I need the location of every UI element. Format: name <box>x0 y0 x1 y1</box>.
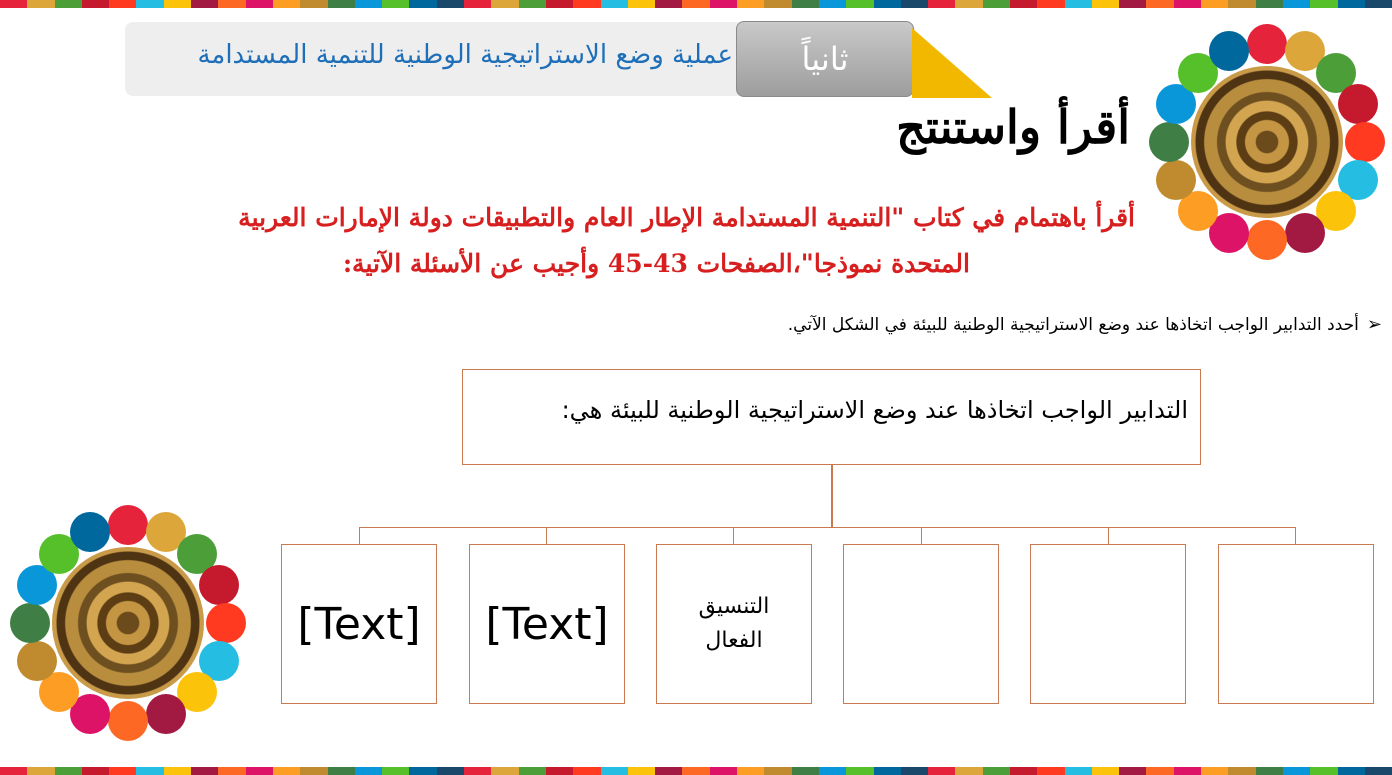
stripe-segment <box>464 767 491 775</box>
instruction-line-1: أقرأ باهتمام في كتاب "التنمية المستدامة الإطار العام والتطبيقات دولة الإمارات العربية <box>238 203 1135 232</box>
stripe-segment <box>491 767 518 775</box>
stripe-segment <box>601 0 628 8</box>
connector-drop <box>359 527 360 544</box>
stripe-segment <box>164 767 191 775</box>
question-text: أحدد التدابير الواجب اتخاذها عند وضع الاستراتيجية الوطنية للبيئة في الشكل الآتي. <box>787 315 1359 335</box>
stripe-segment <box>82 0 109 8</box>
sdg-goal-icon <box>1247 220 1287 260</box>
stripe-segment <box>1228 0 1255 8</box>
stripe-segment <box>136 0 163 8</box>
stripe-segment <box>764 767 791 775</box>
stripe-segment <box>1338 767 1365 775</box>
stripe-segment <box>546 0 573 8</box>
diagram-child-box[interactable] <box>656 544 812 704</box>
bullet-arrow-icon: ➢ <box>1366 314 1382 335</box>
connector-drop <box>1295 527 1296 544</box>
connector-drop <box>1108 527 1109 544</box>
stripe-segment <box>710 767 737 775</box>
child-box-text: [Text] <box>485 598 609 650</box>
stripe-segment <box>764 0 791 8</box>
stripe-segment <box>1365 0 1392 8</box>
top-color-stripe <box>0 0 1392 8</box>
stripe-segment <box>1256 0 1283 8</box>
stripe-segment <box>519 0 546 8</box>
stripe-segment <box>328 0 355 8</box>
stripe-segment <box>55 0 82 8</box>
sdg-wheel-icon <box>1147 22 1387 262</box>
sdg-goal-icon <box>199 565 239 605</box>
stripe-segment <box>628 767 655 775</box>
stripe-segment <box>109 0 136 8</box>
yellow-arrow-icon <box>912 28 992 98</box>
stripe-segment <box>164 0 191 8</box>
stripe-segment <box>955 767 982 775</box>
stripe-segment <box>273 0 300 8</box>
stripe-segment <box>819 767 846 775</box>
stripe-segment <box>218 767 245 775</box>
stripe-segment <box>218 0 245 8</box>
stripe-segment <box>136 767 163 775</box>
diagram-child-box[interactable] <box>281 544 437 704</box>
stripe-segment <box>1174 767 1201 775</box>
sdg-goal-icon <box>17 641 57 681</box>
stripe-segment <box>983 0 1010 8</box>
page-heading: أقرأ واستنتج <box>896 100 1130 154</box>
stripe-segment <box>1256 767 1283 775</box>
stripe-segment <box>1283 0 1310 8</box>
stripe-segment <box>464 0 491 8</box>
stripe-segment <box>355 0 382 8</box>
stripe-segment <box>1037 0 1064 8</box>
section-title: عملية وضع الاستراتيجية الوطنية للتنمية المستدامة <box>197 40 733 70</box>
stripe-segment <box>1201 0 1228 8</box>
stripe-segment <box>1338 0 1365 8</box>
stripe-segment <box>382 0 409 8</box>
diagram-child-box[interactable] <box>843 544 999 704</box>
stripe-segment <box>1037 767 1064 775</box>
stripe-segment <box>1010 767 1037 775</box>
stripe-segment <box>682 0 709 8</box>
stripe-segment <box>1065 767 1092 775</box>
bottom-color-stripe <box>0 767 1392 775</box>
stripe-segment <box>901 767 928 775</box>
question-bullet <box>788 314 1382 335</box>
stripe-segment <box>491 0 518 8</box>
stripe-segment <box>846 0 873 8</box>
stripe-segment <box>273 767 300 775</box>
stripe-segment <box>846 767 873 775</box>
stripe-segment <box>1310 0 1337 8</box>
sdg-wheel-icon <box>5 503 251 743</box>
stripe-segment <box>1092 767 1119 775</box>
stripe-segment <box>874 0 901 8</box>
stripe-segment <box>300 0 327 8</box>
stripe-segment <box>901 0 928 8</box>
stripe-segment <box>437 767 464 775</box>
connector-drop <box>921 527 922 544</box>
stripe-segment <box>1310 767 1337 775</box>
stripe-segment <box>519 767 546 775</box>
stripe-segment <box>437 0 464 8</box>
instruction-text <box>60 195 1135 287</box>
sdg-goal-icon <box>1338 84 1378 124</box>
sdg-goal-icon <box>108 701 148 741</box>
stripe-segment <box>1146 767 1173 775</box>
stripe-segment <box>82 767 109 775</box>
stripe-segment <box>191 767 218 775</box>
stripe-segment <box>382 767 409 775</box>
diagram-child-box[interactable] <box>469 544 625 704</box>
stripe-segment <box>1119 767 1146 775</box>
stripe-segment <box>328 767 355 775</box>
stripe-segment <box>191 0 218 8</box>
sdg-goal-icon <box>1149 122 1189 162</box>
stripe-segment <box>792 767 819 775</box>
stripe-segment <box>655 0 682 8</box>
stripe-segment <box>573 0 600 8</box>
stripe-segment <box>546 767 573 775</box>
stripe-segment <box>27 767 54 775</box>
stripe-segment <box>1228 767 1255 775</box>
sdg-goal-icon <box>10 603 50 643</box>
gear-icon <box>52 547 204 699</box>
stripe-segment <box>628 0 655 8</box>
stripe-segment <box>109 767 136 775</box>
stripe-segment <box>246 767 273 775</box>
stripe-segment <box>792 0 819 8</box>
stripe-segment <box>1283 767 1310 775</box>
connector-drop <box>546 527 547 544</box>
stripe-segment <box>0 767 27 775</box>
section-number-badge <box>736 21 914 97</box>
child-box-text: [Text] <box>297 598 421 650</box>
sdg-goal-icon <box>1345 122 1385 162</box>
stripe-segment <box>300 767 327 775</box>
stripe-segment <box>55 767 82 775</box>
stripe-segment <box>682 767 709 775</box>
stripe-segment <box>1201 767 1228 775</box>
sdg-goal-icon <box>1285 213 1325 253</box>
instruction-line-2: المتحدة نموذجا"،الصفحات 43-45 وأجيب عن الأسئلة الآتية: <box>342 249 970 278</box>
connector-horizontal <box>359 527 1296 528</box>
stripe-segment <box>1119 0 1146 8</box>
stripe-segment <box>1146 0 1173 8</box>
stripe-segment <box>409 0 436 8</box>
stripe-segment <box>928 767 955 775</box>
sdg-goal-icon <box>1247 24 1287 64</box>
stripe-segment <box>955 0 982 8</box>
badge-label: ثانياً <box>801 40 849 78</box>
gear-icon <box>1191 66 1343 218</box>
sdg-goal-icon <box>70 512 110 552</box>
stripe-segment <box>601 767 628 775</box>
diagram-child-box[interactable] <box>1030 544 1186 704</box>
sdg-goal-icon <box>206 603 246 643</box>
stripe-segment <box>819 0 846 8</box>
stripe-segment <box>928 0 955 8</box>
stripe-segment <box>1065 0 1092 8</box>
connector-drop <box>733 527 734 544</box>
diagram-root-text: التدابير الواجب اتخاذها عند وضع الاستراتيجية الوطنية للبيئة هي: <box>561 396 1188 424</box>
stripe-segment <box>27 0 54 8</box>
stripe-segment <box>737 0 764 8</box>
stripe-segment <box>246 0 273 8</box>
sdg-goal-icon <box>108 505 148 545</box>
connector-vertical <box>831 465 833 527</box>
sdg-goal-icon <box>1156 160 1196 200</box>
stripe-segment <box>1174 0 1201 8</box>
diagram-child-box[interactable] <box>1218 544 1374 704</box>
stripe-segment <box>983 767 1010 775</box>
stripe-segment <box>1010 0 1037 8</box>
stripe-segment <box>0 0 27 8</box>
stripe-segment <box>737 767 764 775</box>
stripe-segment <box>1092 0 1119 8</box>
stripe-segment <box>409 767 436 775</box>
stripe-segment <box>710 0 737 8</box>
stripe-segment <box>355 767 382 775</box>
diagram-root-box <box>462 369 1201 465</box>
stripe-segment <box>874 767 901 775</box>
stripe-segment <box>655 767 682 775</box>
sdg-goal-icon <box>1209 31 1249 71</box>
stripe-segment <box>1365 767 1392 775</box>
child-box-text: التنسيق الفعال <box>698 594 770 653</box>
sdg-goal-icon <box>146 694 186 734</box>
stripe-segment <box>573 767 600 775</box>
